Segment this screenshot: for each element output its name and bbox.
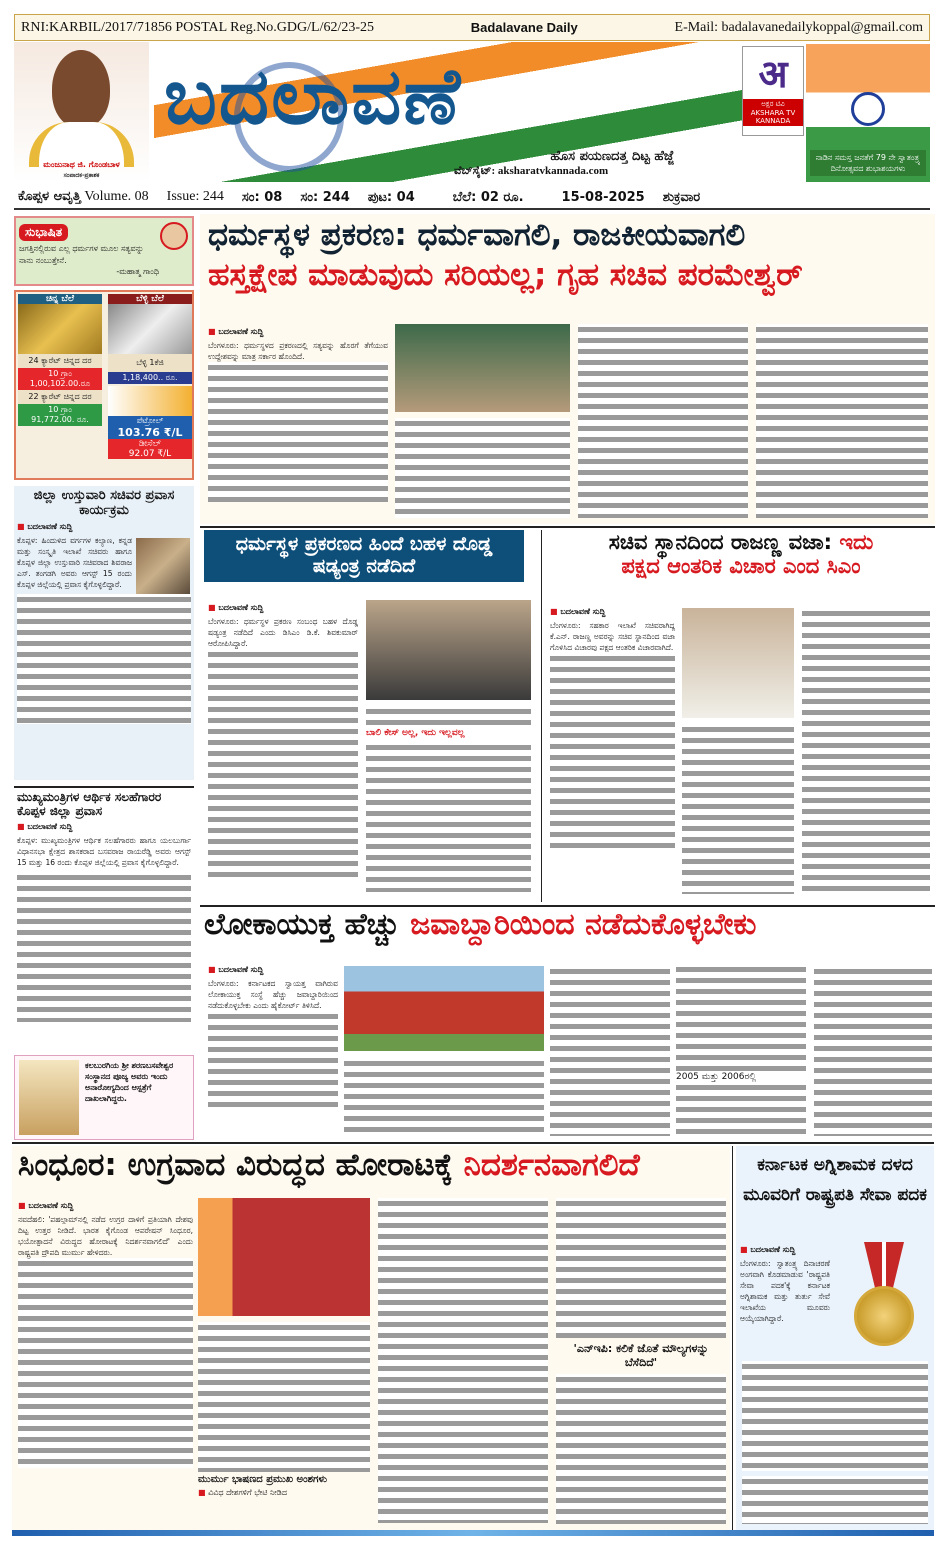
subhashita-box: [14, 216, 194, 286]
obituary-text: ಕಲಬುರಗಿಯ ಶ್ರೀ ಶರಣಬಸವೇಶ್ವರ ಸಂಸ್ಥಾನದ ಪೂಜ್ಯ ಅವರು ಇಂದು ಅನಾರೋಗ್ಯದಿಂದ ಆಸ್ಪತ್ರೆಗೆ ದಾಖಲಾಗಿದ್ದರು.: [85, 1061, 174, 1103]
issue-info-bar: [14, 186, 930, 210]
weekday: ಶುಕ್ರವಾರ: [662, 189, 701, 205]
petrol-value: 103.76 ₹/L: [117, 426, 183, 439]
subhead: ಬಾಲಿ ಕೇಸ್ ಅಲ್ಲ, ಇದು ಇಲ್ಲವಲ್ಲ: [366, 728, 465, 738]
fire-medal-story: [736, 1146, 934, 1530]
headline: ಧರ್ಮಸ್ಥಳ ಪ್ರಕರಣದ ಹಿಂದೆ ಬಹಳ ದೊಡ್ಡ ಷಡ್ಯಂತ್ರ ನಡೆದಿದೆ: [204, 530, 524, 582]
byline: ■ ಬದಲಾವಣೆ ಸುದ್ದಿ: [550, 607, 675, 617]
cm-advisor-story: [14, 786, 194, 1052]
byline: ■ ಬದಲಾವಣೆ ಸುದ್ದಿ: [17, 522, 191, 532]
subhead-highlights: ಮುರ್ಮು ಭಾಷಣದ ಪ್ರಮುಖ ಅಂಶಗಳು: [198, 1474, 328, 1485]
subhead-nep: 'ಎನ್‌ಇಪಿ: ಕಲಿಕೆ ಜೊತೆ ಮೌಲ್ಯಗಳನ್ನು ಬೆಸೆದಿದೆ': [573, 1342, 709, 1369]
footer-bar: [12, 1530, 934, 1536]
editor-photo: [14, 42, 149, 182]
gold24-label: 24 ಕ್ಯಾರೆಟ್ ಚಿನ್ನದ ದರ: [18, 354, 102, 368]
silver-label: ಬೆಳ್ಳಿ 1ಕೆಜಿ: [108, 354, 192, 372]
byline: ■ ಬದಲಾವಣೆ ಸುದ್ದಿ: [208, 603, 358, 613]
district-minister-story: [14, 486, 194, 780]
volume: Volume. 08: [84, 189, 149, 204]
gold22-value: 91,772.00. ರೂ.: [31, 415, 89, 424]
masthead: [14, 42, 930, 184]
story-text: ಕೊಪ್ಪಳ: ಮುಖ್ಯಮಂತ್ರಿಗಳ ಆರ್ಥಿಕ ಸಲಹೆಗಾರರು ಹಾಗೂ ಯಲಬುರ್ಗಾ ವಿಧಾನಸಭಾ ಕ್ಷೇತ್ರದ ಶಾಸಕರಾದ ಬಸವರಾಜ ರಾಯರೆಡ್ಡಿ ಅವರು ಆಗಸ್ಟ್ 15 ಮತ್ತು 16 ರಂದು ಕೊಪ್ಪಳ ಜಿಲ್ಲೆಯಲ್ಲಿ ಪ್ರವಾಸ ಕೈಗೊಳ್ಳಲಿದ್ದಾರೆ.: [17, 835, 191, 867]
ad-text: ನಾಡಿನ ಸಮಸ್ತ ಜನತೆಗೆ 79 ನೇ ಸ್ವಾತಂತ್ರ್ಯ ದಿನೋತ್ಸವದ ಶುಭಾಶಯಗಳು: [810, 150, 926, 176]
story-text: ಬೆಂಗಳೂರು: ಕರ್ನಾಟಕದ ಸ್ವಾಯತ್ತ ವಾಗಿರುವ ಲೋಕಾಯುಕ್ತ ಸಂಸ್ಥೆ ಹೆಚ್ಚು ಜವಾಬ್ದಾರಿಯಿಂದ ನಡೆದುಕೊಳ್ಳಬೇಕು ಎಂದು ಹೈಕೋರ್ಟ್ ತಿಳಿಸಿದೆ.: [208, 979, 338, 1010]
headline-line1: ಸಚಿವ ಸ್ಥಾನದಿಂದ ರಾಜಣ್ಣ ವಜಾ:: [608, 530, 833, 554]
high-court-photo: [344, 966, 544, 1051]
story-text: ಬೆಂಗಳೂರು: ಸಹಕಾರ ಇಲಾಖೆ ಸಚಿವರಾಗಿದ್ದ ಕೆ.ಎನ್. ರಾಜಣ್ಣ ಅವರನ್ನು ಸಚಿವ ಸ್ಥಾನದಿಂದ ವಜಾ ಗೊಳಿಸಿದ ವಿಚಾರವು ಪಕ್ಷದ ಆಂತರಿಕ ವಿಚಾರವಾಗಿದೆ.: [550, 621, 675, 652]
petrol-label: ಪೆಟ್ರೋಲ್: [136, 416, 164, 425]
tagline: ಹೊಸ ಪಯಣದತ್ತ ದಿಟ್ಟ ಹೆಜ್ಜೆ: [550, 149, 674, 164]
page-number: ಪುಟ: 04: [367, 189, 415, 205]
obituary-box: [14, 1055, 194, 1140]
gold22-unit: 10 ಗ್ರಾಂ: [48, 405, 72, 414]
gold-bars-image: [18, 304, 102, 354]
registration-number: RNI:KARBIL/2017/71856 POSTAL Reg.No.GDG/L/62/23-25: [21, 19, 375, 35]
medal-icon: [840, 1242, 928, 1352]
byline: ■ ಬದಲಾವಣೆ ಸುದ್ದಿ: [740, 1245, 830, 1255]
chakra-icon: [851, 92, 885, 126]
byline: ■ ಬದಲಾವಣೆ ಸುದ್ದಿ: [208, 327, 388, 337]
silver-bars-image: [108, 304, 192, 354]
conspiracy-story: [204, 530, 538, 902]
diesel-label: ಡೀಸೆಲ್: [138, 439, 162, 449]
subhashita-title: ಸುಭಾಷಿತ: [19, 224, 68, 241]
tv-logo: अ ಅಕ್ಷರ ಟಿವಿ AKSHARA TV KANNADA: [742, 46, 804, 136]
newspaper-logo: [154, 42, 794, 182]
date: 15-08-2025: [561, 189, 645, 205]
president-murmu-photo: [198, 1198, 370, 1316]
sam-1: ಸಂ: 08: [241, 189, 283, 205]
top-info-bar: [14, 14, 930, 41]
headline-red: ನಿದರ್ಶನವಾಗಲಿದೆ: [463, 1147, 640, 1183]
editor-name: ಮಂಜುನಾಥ ಜಿ. ಗೊಂಡಬಾಳ: [43, 160, 120, 169]
gold24-value: 1,00,102.00.ರೂ: [29, 379, 91, 388]
highlight-bullet: ■ ವಿವಿಧ ದೇಶಗಳಿಗೆ ಭೇಟಿ ನೀಡಿದ: [198, 1488, 370, 1498]
headline: ಸಿಂಧೂರ: ಉಗ್ರವಾದ ವಿರುದ್ಧದ ಹೋರಾಟಕ್ಕೆ: [18, 1147, 453, 1183]
sam-2: ಸಂ: 244: [300, 189, 350, 205]
headline-line1-red: ಇದು: [839, 530, 874, 554]
editor-role: ಸಂಪಾದಕ-ಪ್ರಕಾಶಕ: [63, 172, 100, 179]
headline: ಲೋಕಾಯುಕ್ತ ಹೆಚ್ಚು: [204, 907, 400, 942]
assembly-photo: [395, 324, 570, 412]
headline-red: ಜವಾಬ್ದಾರಿಯಿಂದ ನಡೆದುಕೊಳ್ಳಬೇಕು: [410, 907, 757, 942]
shivakumar-photo: [366, 600, 531, 700]
subhashita-author: -ಮಹಾತ್ಮ ಗಾಂಧಿ: [116, 267, 159, 276]
byline: ■ ಬದಲಾವಣೆ ಸುದ್ದಿ: [18, 1201, 193, 1211]
lokayukta-story: [204, 908, 934, 1140]
edition: ಕೊಪ್ಪಳ ಆವೃತ್ತಿ: [18, 189, 81, 204]
sindhoor-story: [12, 1146, 730, 1530]
fuel-pump-image: [108, 386, 192, 416]
byline: ■ ಬದಲಾವಣೆ ಸುದ್ದಿ: [17, 822, 191, 832]
headline: ಜಿಲ್ಲಾ ಉಸ್ತುವಾರಿ ಸಚಿವರ ಪ್ರವಾಸ ಕಾರ್ಯಕ್ರಮ: [33, 488, 175, 518]
gandhi-portrait: [160, 222, 188, 250]
story-text: ಬೆಂಗಳೂರು: ಸ್ವಾತಂತ್ರ್ಯ ದಿನಾಚರಣೆ ಅಂಗವಾಗಿ ಕೊಡಮಾಡುವ 'ರಾಷ್ಟ್ರಪತಿ ಸೇವಾ ಪದಕ'ಕ್ಕೆ ಕರ್ನಾಟಕ ಅಗ್ನಿಶಾಮಕ ಮತ್ತು ತುರ್ತು ಸೇವೆ ಇಲಾಖೆಯ ಮೂವರು ಆಯ್ಕೆಯಾಗಿದ್ದಾರೆ.: [740, 1259, 830, 1323]
lead-story: [200, 214, 935, 524]
story-text: ನವದೆಹಲಿ: 'ಪಹಲ್ಗಾಮ್‌ನಲ್ಲಿ ನಡೆದ ಉಗ್ರರ ದಾಳಿಗೆ ಪ್ರತಿಯಾಗಿ ದೇಶವು ದಿಟ್ಟ ಉತ್ತರ ನೀಡಿದೆ. ಭಾರತ ಕೈಗೊಂಡ ಆಪರೇಷನ್ ಸಿಂಧೂರ, ಭಯೋತ್ಪಾದನೆ ವಿರುದ್ಧದ ಹೋರಾಟಕ್ಕೆ ನಿದರ್ಶನವಾಗಲಿದೆ' ಎಂದು ರಾಷ್ಟ್ರಪತಿ ದ್ರೌಪದಿ ಮುರ್ಮು ಹೇಳಿದರು.: [18, 1215, 193, 1257]
headline-line1: ಧರ್ಮಸ್ಥಳ ಪ್ರಕರಣ: ಧರ್ಮವಾಗಲಿ, ರಾಜಕೀಯವಾಗಲಿ: [208, 217, 746, 253]
seer-photo: [19, 1060, 79, 1135]
issue: Issue: 244: [166, 189, 224, 204]
siddaramaiah-photo: [682, 608, 794, 718]
byline: ■ ಬದಲಾವಣೆ ಸುದ್ದಿ: [208, 965, 338, 975]
headline-line2: ಹಸ್ತಕ್ಷೇಪ ಮಾಡುವುದು ಸರಿಯಲ್ಲ; ಗೃಹ ಸಚಿವ ಪರಮೇಶ್ವರ್: [208, 256, 803, 293]
headline: ಕರ್ನಾಟಕ ಅಗ್ನಿಶಾಮಕ ದಳದ ಮೂವರಿಗೆ ರಾಷ್ಟ್ರಪತಿ ಸೇವಾ ಪದಕ: [743, 1155, 927, 1205]
year-note: 2005 ಮತ್ತು 2006ರಲ್ಲಿ: [676, 1072, 757, 1082]
headline: ಮುಖ್ಯಮಂತ್ರಿಗಳ ಆರ್ಥಿಕ ಸಲಹೆಗಾರರ ಕೊಪ್ಪಳ ಜಿಲ್ಲಾ ಪ್ರವಾಸ: [17, 790, 162, 818]
subhashita-quote: ಜಗತ್ತಿನಲ್ಲಿರುವ ಎಲ್ಲ ಧರ್ಮಗಳ ಮೂಲ ಸತ್ಯವನ್ನು ನಾನು ನಂಬುತ್ತೇನೆ.: [19, 244, 144, 265]
rajanna-story: [546, 530, 936, 902]
minister-photo: [136, 538, 190, 594]
diesel-value: 92.07 ₹/L: [128, 449, 172, 459]
price-box: [14, 290, 194, 480]
story-text: ಬೆಂಗಳೂರು: ಧರ್ಮಸ್ಥಳದ ಪ್ರಕರಣದಲ್ಲಿ ಸತ್ಯವನ್ನು ಹೊರಗೆ ತೆಗೆಯುವ ಉದ್ದೇಶವನ್ನು ಮಾತ್ರ ಸರ್ಕಾರ ಹೊಂದಿದೆ.: [208, 341, 388, 361]
story-text: ಬೆಂಗಳೂರು: ಧರ್ಮಸ್ಥಳ ಪ್ರಕರಣ ಸಂಬಂಧ ಬಹಳ ದೊಡ್ಡ ಷಡ್ಯಂತ್ರ ನಡೆದಿದೆ ಎಂದು ಡಿಸಿಎಂ ಡಿ.ಕೆ. ಶಿವಕುಮಾರ್ ಆರೋಪಿಸಿದ್ದಾರೆ.: [208, 617, 358, 648]
gold-price-title: ಚಿನ್ನ ಬೆಲೆ: [18, 294, 102, 304]
gold22-label: 22 ಕ್ಯಾರೆಟ್ ಚಿನ್ನದ ದರ: [18, 390, 102, 404]
headline-line2: ಪಕ್ಷದ ಆಂತರಿಕ ವಿಚಾರ ಎಂದ ಸಿಎಂ: [621, 554, 861, 579]
silver-value: 1,18,400.. ರೂ.: [108, 372, 192, 384]
website: ವೆಬ್‌ಸೈಟ್: aksharatvkannada.com: [454, 165, 609, 177]
masthead-title: ಬದಲಾವಣೆ: [164, 52, 463, 142]
gold24-unit: 10 ಗ್ರಾಂ: [48, 369, 72, 378]
story-text: ಕೊಪ್ಪಳ: ಹಿಂದುಳಿದ ವರ್ಗಗಳ ಕಲ್ಯಾಣ, ಕನ್ನಡ ಮತ್ತು ಸಂಸ್ಕೃತಿ ಇಲಾಖೆ ಸಚಿವರು ಹಾಗೂ ಕೊಪ್ಪಳ ಜಿಲ್ಲಾ ಉಸ್ತುವಾರಿ ಸಚಿವರಾದ ಶಿವರಾಜ ಎಸ್. ತಂಗಡಗಿ ಅವರು ಆಗಸ್ಟ್ 15 ರಂದು ಕೊಪ್ಪಳ ಜಿಲ್ಲೆಯಲ್ಲಿ ಪ್ರವಾಸ ಕೈಗೊಳ್ಳಲಿದ್ದಾರೆ.: [17, 535, 132, 589]
tv-logo-text: ಅಕ್ಷರ ಟಿವಿ AKSHARA TV KANNADA: [743, 99, 803, 126]
independence-day-ad: [806, 44, 930, 182]
silver-price-title: ಬೆಳ್ಳಿ ಬೆಲೆ: [108, 294, 192, 304]
email: E-Mail: badalavanedailykoppal@gmail.com: [674, 19, 923, 35]
price: ಬೆಲೆ: 02 ರೂ.: [452, 189, 524, 205]
paper-name-english: Badalavane Daily: [470, 20, 578, 35]
